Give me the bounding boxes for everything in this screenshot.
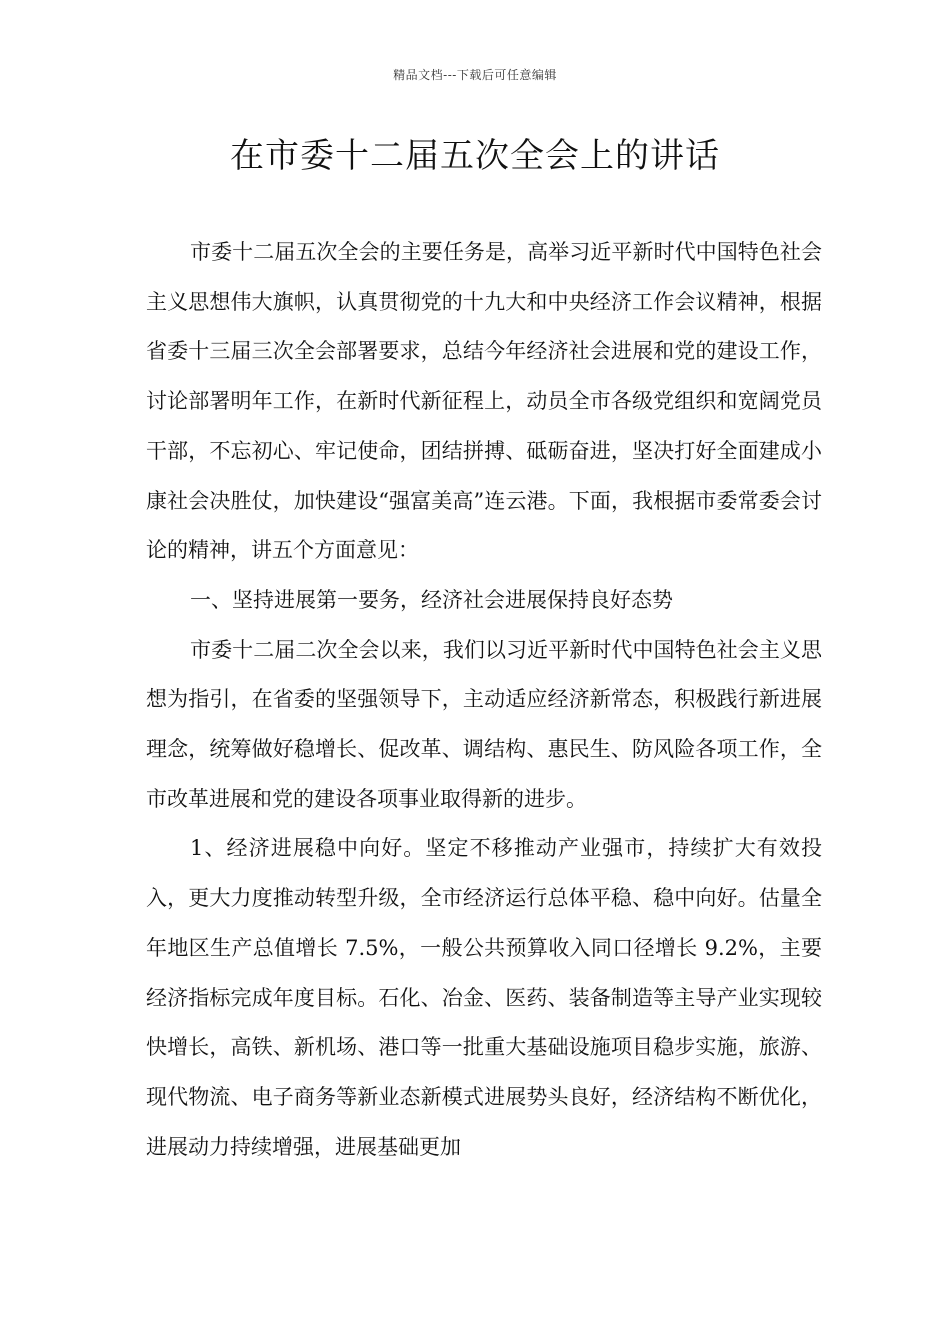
document-body bbox=[146, 228, 822, 1172]
header-note: 精品文档---下载后可任意编辑 bbox=[393, 68, 557, 82]
paragraph-review: 市委十二届二次全会以来，我们以习近平新时代中国特色社会主义思想为指引，在省委的坚强领导下，主动适应经济新常态，积极践行新进展理念，统筹做好稳增长、促改革、调结构、惠民生、防风险各项工作，全市改革进展和党的建设各项事业取得新的进步。 bbox=[146, 637, 822, 811]
paragraph-intro: 市委十二届五次全会的主要任务是，高举习近平新时代中国特色社会主义思想伟大旗帜，认真贯彻党的十九大和中央经济工作会议精神，根据省委十三届三次全会部署要求，总结今年经济社会进展和党的建设工作，讨论部署明年工作，在新时代新征程上，动员全市各级党组织和宽阔党员干部，不忘初心、牢记使命，团结拼搏、砥砺奋进，坚决打好全面建成小康社会决胜仗，加快建设“强富美高”连云港。下面，我根据市委常委会讨论的精神，讲五个方面意见： bbox=[146, 240, 822, 563]
page-title: 在市委十二届五次全会上的讲话 bbox=[230, 136, 720, 176]
paragraph-economy: 1、经济进展稳中向好。坚定不移推动产业强市，持续扩大有效投入，更大力度推动转型升级，全市经济运行总体平稳、稳中向好。估量全年地区生产总值增长 7.5%，一般公共预算收入同口径增长 9.2%，主要经济指标完成年度目标。石化、冶金、医药、装备制造等主导产业实现较快增长，高铁、新机场、港口等一批重大基础设施项目稳步实施，旅游、现代物流、电子商务等新业态新模式进展势头良好，经济结构不断优化，进展动力持续增强，进展基础更加 bbox=[146, 836, 822, 1159]
section-heading-1: 一、坚持进展第一要务，经济社会进展保持良好态势 bbox=[190, 587, 673, 612]
